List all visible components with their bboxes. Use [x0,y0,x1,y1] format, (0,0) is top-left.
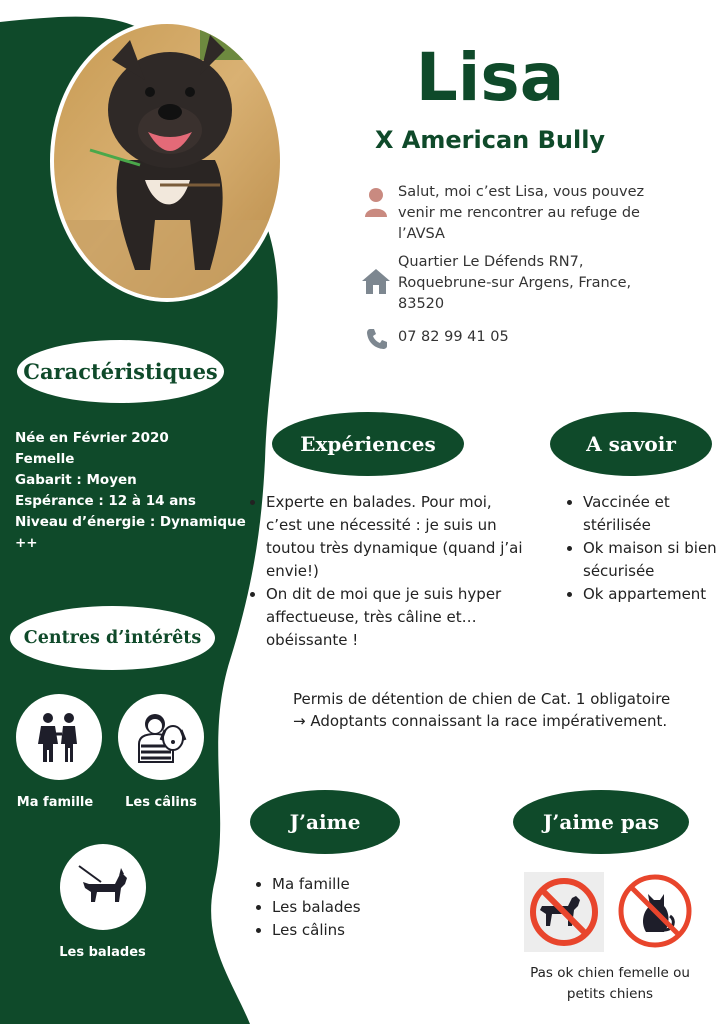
a-savoir-item: • Ok maison si bien sécurisée [583,537,724,583]
likes-title: J’aime [250,790,400,854]
contact-address: Quartier Le Défends RN7, Roquebrune-sur Argens, France, 83520 [398,254,632,312]
experience-item: • Experte en balades. Pour moi, c’est une nécessité : je suis un toutou très dynamique (quand j’ai envie!) [266,491,528,583]
a-savoir-list [563,491,724,606]
characteristic-birth: Née en Février 2020 [15,430,169,446]
permit-line-1: Permis de détention de chien de Cat. 1 obligatoire [293,690,671,708]
phone-icon [366,328,388,350]
dislikes-title: J’aime pas [513,790,689,854]
characteristic-lifespan: Espérance : 12 à 14 ans [15,493,196,509]
dog-breed: X American Bully [374,126,606,154]
contact-phone: 07 82 99 41 05 [398,329,509,345]
like-item: • Les câlins [272,919,442,942]
characteristic-size: Gabarit : Moyen [15,472,137,488]
likes-list [252,873,442,942]
dog-walk-icon [60,844,146,930]
dog-photo [50,20,285,302]
characteristics-title: Caractéristiques [17,340,224,403]
experiences-list [246,491,528,652]
permit-line-2: → Adoptants connaissant la race impérativement. [293,712,668,730]
permit-notice [293,688,713,732]
experiences-title: Expériences [272,412,464,476]
characteristics-list [15,428,255,554]
no-dog-icon [524,872,604,952]
no-cat-icon [618,874,692,948]
hug-icon [118,694,204,780]
contact-intro: Salut, moi c’est Lisa, vous pouvez venir me rencontrer au refuge de l’AVSA [398,184,645,242]
interests-title: Centres d’intérêts [10,606,215,670]
family-icon [16,694,102,780]
interest-label-cuddles: Les câlins [125,795,197,810]
interest-label-walks: Les balades [59,945,146,960]
dog-name: Lisa [415,39,565,116]
like-item: • Les balades [272,896,442,919]
characteristic-sex: Femelle [15,451,75,467]
interest-label-family: Ma famille [16,795,94,810]
like-item: • Ma famille [272,873,442,896]
a-savoir-title: A savoir [550,412,712,476]
characteristic-energy: Niveau d’énergie : Dynamique ++ [15,514,246,551]
dislikes-caption: Pas ok chien femelle ou petits chiens [530,965,690,1002]
person-icon [363,186,389,218]
experience-item: • On dit de moi que je suis hyper affectueuse, très câline et… obéissante ! [266,583,528,652]
a-savoir-item: • Vaccinée et stérilisée [583,491,724,537]
house-icon [361,267,391,295]
a-savoir-item: • Ok appartement [583,583,724,606]
